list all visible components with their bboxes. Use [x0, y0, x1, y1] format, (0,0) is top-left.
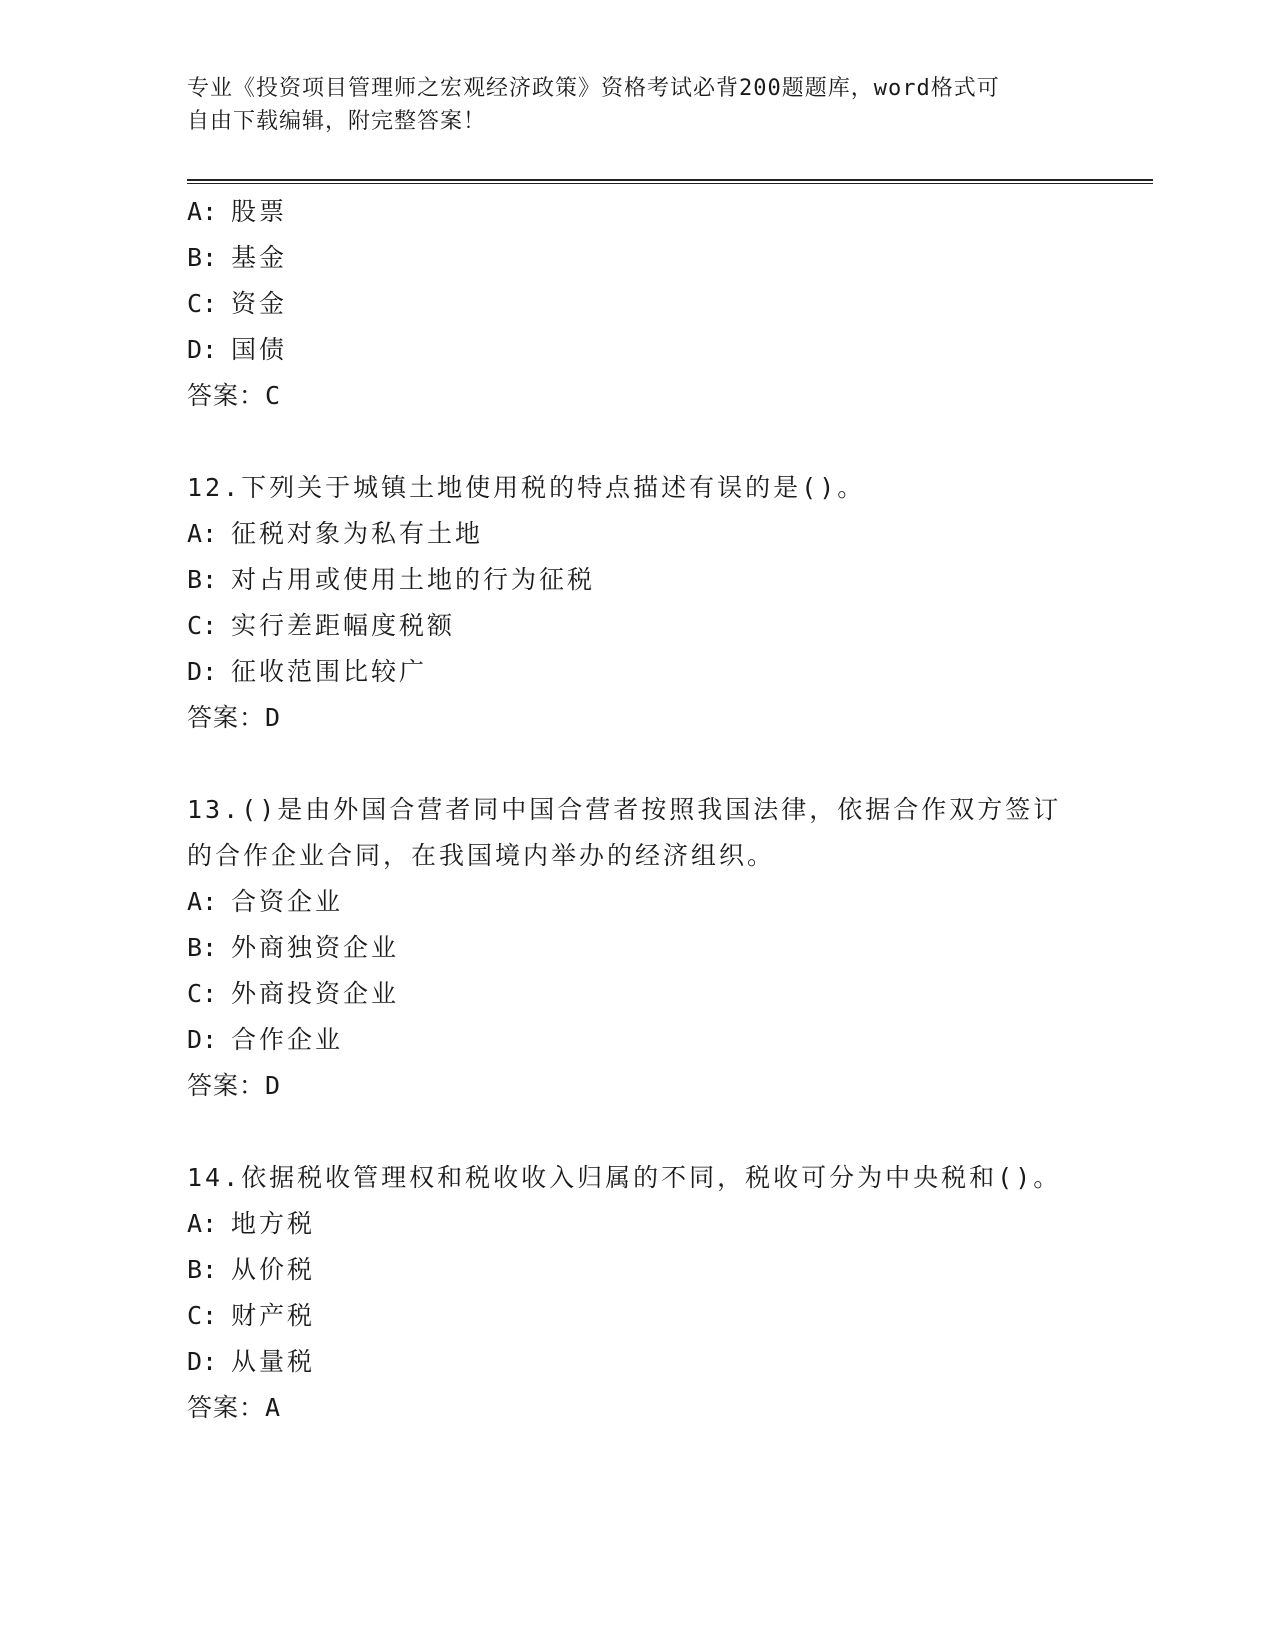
answer-label: 答案： [187, 1071, 266, 1100]
document-page [187, 0, 1153, 1650]
option-letter: B: [187, 933, 218, 962]
option-d [187, 1339, 1153, 1385]
option-d [187, 649, 1153, 695]
option-text: 从价税 [231, 1255, 316, 1284]
question-stem [187, 787, 1087, 879]
option-letter: C: [187, 979, 218, 1008]
option-text: 外商投资企业 [231, 979, 400, 1008]
answer-value: C [265, 381, 282, 410]
option-b [187, 1247, 1153, 1293]
option-text: 征税对象为私有土地 [231, 519, 484, 548]
option-text: 从量税 [231, 1347, 316, 1376]
answer-value: D [265, 703, 282, 732]
option-letter: B: [187, 243, 218, 272]
option-text: 合资企业 [231, 887, 344, 916]
header-title-line-2: 自由下载编辑，附完整答案！ [187, 109, 487, 134]
answer-line [187, 1063, 1153, 1109]
answer-line [187, 373, 1153, 419]
header-title-line-1: 专业《投资项目管理师之宏观经济政策》资格考试必背200题题库，word格式可 [187, 76, 1000, 101]
option-letter: B: [187, 565, 218, 594]
option-c [187, 971, 1153, 1017]
answer-value: D [265, 1071, 282, 1100]
option-text: 对占用或使用土地的行为征税 [231, 565, 596, 594]
option-letter: D: [187, 657, 218, 686]
option-text: 资金 [231, 289, 288, 318]
option-a [187, 1201, 1153, 1247]
answer-label: 答案： [187, 703, 266, 732]
answer-label: 答案： [187, 1393, 266, 1422]
question-stem-line-2: 的合作企业合同，在我国境内举办的经济组织。 [187, 841, 776, 870]
option-text: 征收范围比较广 [231, 657, 428, 686]
option-letter: A: [187, 197, 218, 226]
question-stem-line-1: 14.依据税收管理权和税收收入归属的不同，税收可分为中央税和()。 [187, 1163, 1062, 1192]
question-14 [187, 1155, 1153, 1431]
option-b [187, 557, 1153, 603]
answer-line [187, 695, 1153, 741]
option-letter: D: [187, 1347, 218, 1376]
spacer [187, 741, 1153, 787]
option-letter: C: [187, 611, 218, 640]
option-a [187, 879, 1153, 925]
question-continued [187, 189, 1153, 419]
answer-label: 答案： [187, 381, 266, 410]
answer-line [187, 1385, 1153, 1431]
option-text: 基金 [231, 243, 288, 272]
question-stem-line-1: 13.()是由外国合营者同中国合营者按照我国法律，依据合作双方签订 [187, 795, 1062, 824]
document-header [187, 72, 1067, 138]
option-text: 外商独资企业 [231, 933, 400, 962]
option-d [187, 327, 1153, 373]
option-a [187, 511, 1153, 557]
option-letter: C: [187, 1301, 218, 1330]
option-text: 地方税 [231, 1209, 316, 1238]
option-b [187, 235, 1153, 281]
question-stem [187, 1155, 1087, 1201]
option-text: 财产税 [231, 1301, 316, 1330]
answer-value: A [265, 1393, 282, 1422]
option-letter: B: [187, 1255, 218, 1284]
option-b [187, 925, 1153, 971]
option-c [187, 281, 1153, 327]
header-divider [187, 179, 1153, 184]
option-c [187, 1293, 1153, 1339]
option-text: 国债 [231, 335, 288, 364]
spacer [187, 1109, 1153, 1155]
option-letter: D: [187, 1025, 218, 1054]
spacer [187, 419, 1153, 465]
question-stem [187, 465, 1087, 511]
option-letter: A: [187, 519, 218, 548]
option-text: 合作企业 [231, 1025, 344, 1054]
option-a [187, 189, 1153, 235]
option-letter: C: [187, 289, 218, 318]
option-letter: A: [187, 887, 218, 916]
option-d [187, 1017, 1153, 1063]
question-list [187, 189, 1153, 1431]
question-13 [187, 787, 1153, 1109]
option-text: 股票 [231, 197, 288, 226]
option-letter: D: [187, 335, 218, 364]
option-c [187, 603, 1153, 649]
question-12 [187, 465, 1153, 741]
option-text: 实行差距幅度税额 [231, 611, 456, 640]
option-letter: A: [187, 1209, 218, 1238]
question-stem-line-1: 12.下列关于城镇土地使用税的特点描述有误的是()。 [187, 473, 866, 502]
